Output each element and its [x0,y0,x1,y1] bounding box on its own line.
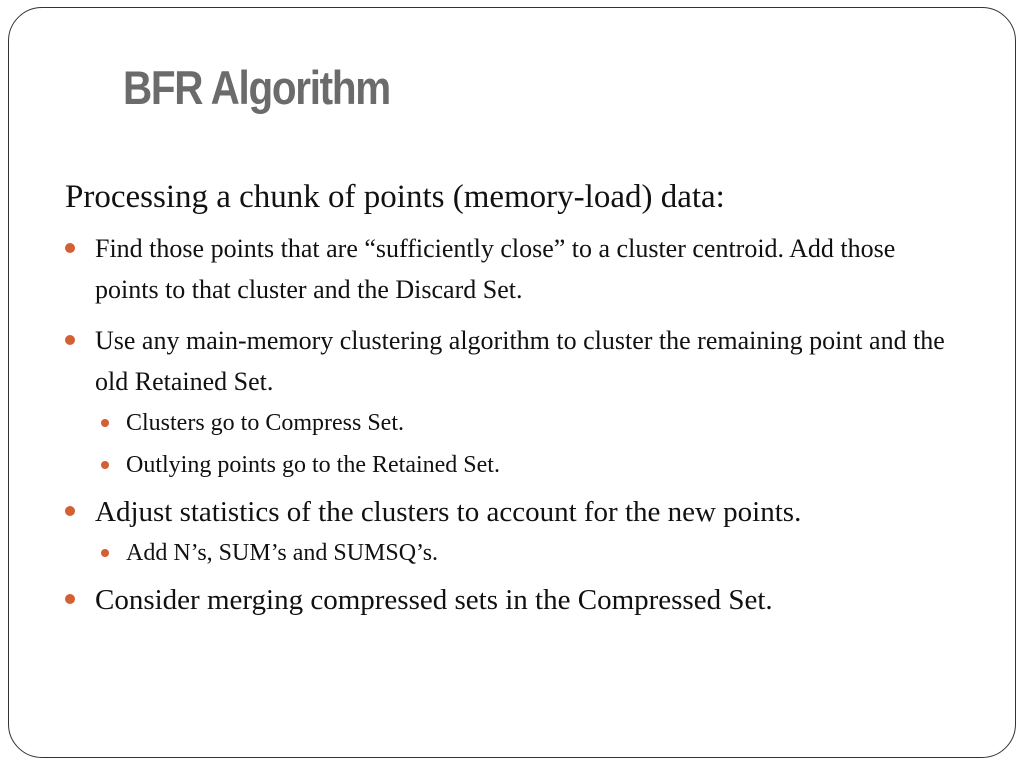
slide-content [65,176,965,630]
sub-bullet-item [95,406,965,440]
sub-bullet-text: Clusters go to Compress Set. [126,410,405,436]
bullet-item [65,228,965,310]
bullet-text: Find those points that are “sufficiently close” to a cluster centroid. Add those points to that cluster and the Discard Set. [95,234,896,304]
bullet-text: Consider merging compressed sets in the Compressed Set. [95,584,773,616]
intro-text: Processing a chunk of points (memory-load) data: [65,179,725,215]
bullet-dot-icon [65,335,75,345]
bullet-text: Use any main-memory clustering algorithm to cluster the remaining point and the old Retained Set. [95,326,945,396]
bullet-item [65,492,965,570]
sub-bullet-dot-icon [101,461,109,469]
sub-bullet-text: Add N’s, SUM’s and SUMSQ’s. [126,540,439,566]
bullet-dot-icon [65,506,75,516]
bullet-text: Adjust statistics of the clusters to account for the new points. [95,496,802,528]
bullet-list [65,228,965,620]
sub-bullet-dot-icon [101,419,109,427]
bullet-item [65,580,965,620]
bullet-item [65,320,965,482]
slide-frame [8,7,1016,758]
sub-bullet-list [95,536,965,570]
bullet-dot-icon [65,243,75,253]
bullet-dot-icon [65,594,75,604]
sub-bullet-list [95,406,965,482]
sub-bullet-item [95,448,965,482]
sub-bullet-item [95,536,965,570]
sub-bullet-dot-icon [101,549,109,557]
slide-title: BFR Algorithm [123,61,390,114]
sub-bullet-text: Outlying points go to the Retained Set. [126,452,500,478]
